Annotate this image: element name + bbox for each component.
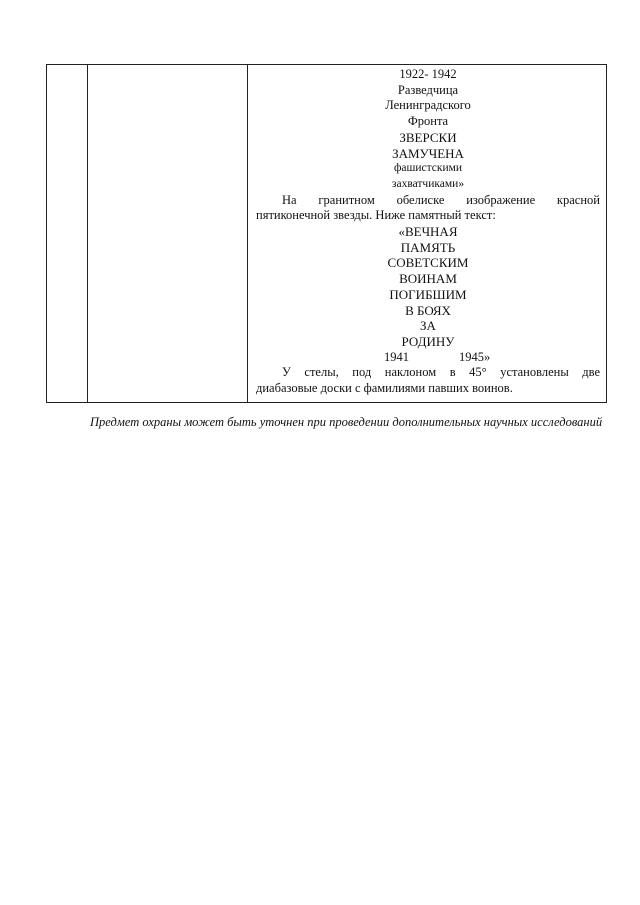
inscription-line: ЗВЕРСКИ xyxy=(399,129,457,145)
description-cell xyxy=(248,65,606,402)
year-start: 1941 xyxy=(384,349,409,364)
stela-description-line-1: У стелы, под наклоном в 45° установлены две xyxy=(282,365,600,380)
inscription-line: захватчиками» xyxy=(391,177,465,190)
memorial-text-line: ВОИНАМ xyxy=(399,271,457,287)
inscription-line: ЗАМУЧЕНА xyxy=(392,145,464,161)
memorial-text-line: ПОГИБШИМ xyxy=(389,286,467,302)
inscription-line: Разведчица xyxy=(397,82,459,97)
memorial-text-line: «ВЕЧНАЯ xyxy=(398,224,458,240)
year-end: 1945» xyxy=(459,349,491,364)
column-divider-1 xyxy=(87,65,88,402)
heritage-table xyxy=(46,64,607,403)
memorial-text-line: ЗА xyxy=(420,318,436,334)
memorial-years xyxy=(256,350,600,366)
stela-description-line-2: диабазовые доски с фамилиями павших воинов. xyxy=(256,381,513,396)
memorial-text-line: ПАМЯТЬ xyxy=(400,239,456,255)
inscription-line: Фронта xyxy=(407,114,449,129)
obelisk-description-line-1: На гранитном обелиске изображение красной xyxy=(282,192,600,207)
obelisk-description-line-2: пятиконечной звезды. Ниже памятный текст: xyxy=(256,208,496,223)
inscription-line: фашистскими xyxy=(393,162,463,175)
protection-subject-note: Предмет охраны может быть уточнен при проведении дополнительных научных исследований xyxy=(90,415,603,429)
memorial-text-line: РОДИНУ xyxy=(401,333,455,349)
memorial-text-line: В БОЯХ xyxy=(405,302,451,318)
memorial-text-line: СОВЕТСКИМ xyxy=(387,255,469,271)
inscription-line: 1922- 1942 xyxy=(399,67,457,81)
inscription-line: Ленинградского xyxy=(385,98,471,113)
